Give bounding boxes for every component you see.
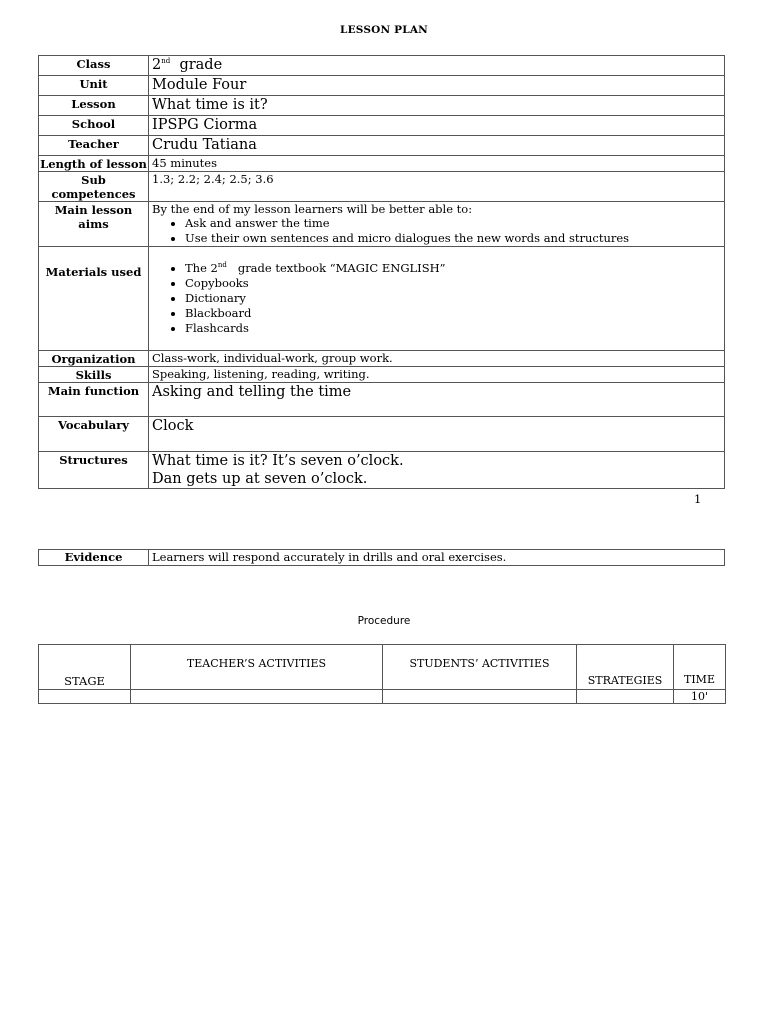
organization-label: Organization — [39, 351, 149, 367]
evidence-value: Learners will respond accurately in drills and oral exercises. — [149, 550, 725, 566]
materials-list — [152, 261, 724, 336]
vocabulary-value: Clock — [149, 417, 725, 452]
vocabulary-row — [39, 417, 725, 452]
class-row — [39, 56, 725, 76]
aims-item: • Ask and answer the time — [185, 216, 724, 231]
skills-row — [39, 367, 725, 383]
class-grade-word: grade — [179, 57, 223, 73]
stage-cell — [39, 690, 131, 704]
structures-row — [39, 452, 725, 489]
aims-row — [39, 202, 725, 247]
lesson-info-table — [38, 55, 725, 489]
function-row — [39, 383, 725, 417]
class-number: 2 — [152, 57, 162, 73]
lesson-label: Lesson — [39, 96, 149, 116]
class-label: Class — [39, 56, 149, 76]
stage-header: STAGE — [39, 645, 131, 690]
materials-item: • Flashcards — [185, 321, 724, 336]
materials-item — [185, 261, 724, 276]
school-value: IPSPG Ciorma — [149, 116, 725, 136]
evidence-table — [38, 549, 725, 566]
length-row — [39, 156, 725, 172]
aims-list — [152, 216, 724, 246]
aims-value — [149, 202, 725, 247]
strategies-header: STRATEGIES — [577, 645, 674, 690]
aims-intro: By the end of my lesson learners will be better able to: — [152, 202, 473, 216]
materials-item: • Blackboard — [185, 306, 724, 321]
students-activities-cell — [383, 690, 577, 704]
subcompetences-row — [39, 172, 725, 202]
teacher-activities-header: TEACHER’S ACTIVITIES — [131, 645, 383, 690]
function-label: Main function — [39, 383, 149, 417]
strategies-cell — [577, 690, 674, 704]
materials-item: • Copybooks — [185, 276, 724, 291]
teacher-activities-cell — [131, 690, 383, 704]
teacher-label: Teacher — [39, 136, 149, 156]
skills-value: Speaking, listening, reading, writing. — [149, 367, 725, 383]
class-value — [149, 56, 725, 76]
function-value: Asking and telling the time — [149, 383, 725, 417]
materials-first-suffix: nd — [217, 261, 227, 270]
vocabulary-label: Vocabulary — [39, 417, 149, 452]
evidence-row — [39, 550, 725, 566]
school-row — [39, 116, 725, 136]
organization-value: Class-work, individual-work, group work. — [149, 351, 725, 367]
length-label: Length of lesson — [40, 157, 147, 171]
unit-value: Module Four — [149, 76, 725, 96]
unit-label: Unit — [39, 76, 149, 96]
procedure-header-row — [39, 645, 726, 690]
document-title: LESSON PLAN — [340, 24, 428, 36]
materials-label: Materials used — [39, 247, 149, 351]
page-number: 1 — [694, 492, 702, 506]
time-header: TIME — [674, 645, 726, 690]
materials-first-post: grade textbook “MAGIC ENGLISH” — [237, 261, 446, 275]
aims-label: Main lesson aims — [39, 202, 149, 247]
aims-item: • Use their own sentences and micro dialogues the new words and structures — [185, 231, 724, 246]
subcompetences-value: 1.3; 2.2; 2.4; 2.5; 3.6 — [149, 172, 725, 202]
time-cell: 10' — [674, 690, 726, 704]
subcompetences-label: Sub competences — [39, 172, 149, 202]
lesson-row — [39, 96, 725, 116]
unit-row — [39, 76, 725, 96]
structures-line-2: Dan gets up at seven o’clock. — [152, 471, 368, 487]
lesson-value: What time is it? — [149, 96, 725, 116]
procedure-row — [39, 690, 726, 704]
structures-label: Structures — [39, 452, 149, 489]
length-value: 45 minutes — [149, 156, 725, 172]
organization-row — [39, 351, 725, 367]
materials-value — [149, 247, 725, 351]
procedure-title: Procedure — [357, 615, 411, 627]
skills-label: Skills — [39, 367, 149, 383]
structures-line-1: What time is it? It’s seven o’clock. — [152, 453, 404, 469]
materials-item: • Dictionary — [185, 291, 724, 306]
materials-row — [39, 247, 725, 351]
students-activities-header: STUDENTS’ ACTIVITIES — [383, 645, 577, 690]
materials-first-pre: The 2 — [185, 261, 218, 275]
structures-value — [149, 452, 725, 489]
teacher-value: Crudu Tatiana — [149, 136, 725, 156]
school-label: School — [39, 116, 149, 136]
class-suffix: nd — [161, 57, 171, 66]
teacher-row — [39, 136, 725, 156]
procedure-table — [38, 644, 726, 704]
evidence-label: Evidence — [39, 550, 149, 566]
